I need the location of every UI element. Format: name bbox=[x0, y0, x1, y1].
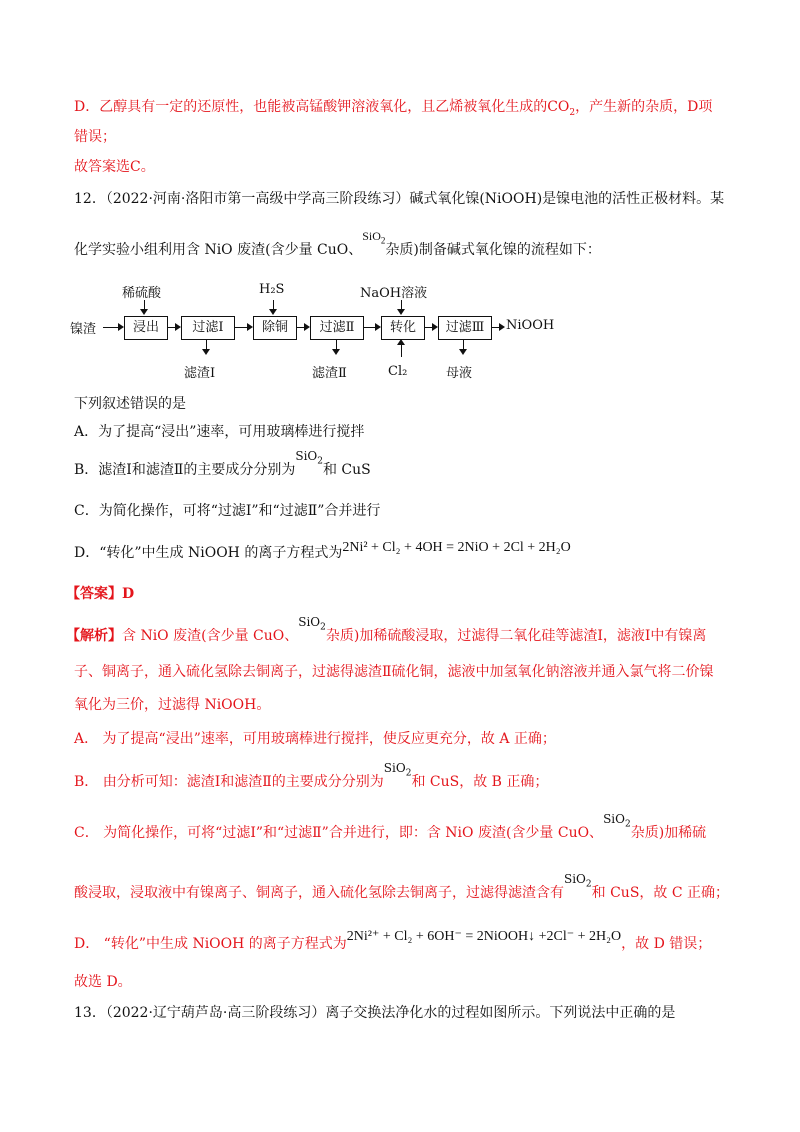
analysis-option-c-line1: C． 为简化操作，可将“过滤Ⅰ”和“过滤Ⅱ”合并进行，即：含 NiO 废渣(含少量 CuO、SiO$_2$杂质)加稀硫 bbox=[74, 812, 707, 841]
q12-option-a: A．为了提高“浸出”速率，可用玻璃棒进行搅拌 bbox=[74, 424, 365, 440]
analysis-option-c-line2: 酸浸取，浸取液中有镍离子、铜离子，通入硫化氢除去铜离子，过滤得滤渣含有SiO$_2$和 CuS，故 C 正确； bbox=[74, 872, 730, 901]
analysis-final: 故选 D。 bbox=[74, 974, 132, 990]
analysis-option-d: D． “转化”中生成 NiOOH 的离子方程式为2Ni²⁺ + Cl₂ + 6OH⁻ = 2NiOOH↓ +2Cl⁻ + 2H₂O，故 D 错误； bbox=[74, 929, 712, 952]
flow-residue1: 滤渣Ⅰ bbox=[184, 366, 216, 381]
equation-correct: 2Ni²⁺ + Cl₂ + 6OH⁻ = 2NiOOH↓ +2Cl⁻ + 2H₂O bbox=[346, 929, 622, 944]
sio2-formula: SiO$_2$ bbox=[298, 615, 326, 633]
flow-mother-liquor: 母液 bbox=[446, 366, 473, 381]
q12-option-b: B．滤渣Ⅰ和滤渣Ⅱ的主要成分分别为SiO$_2$和 CuS bbox=[74, 449, 371, 478]
equation-option-d: 2Ni² + Cl₂ + 4OH = 2NiO + 2Cl + 2H₂O bbox=[342, 540, 571, 555]
flow-step-filter1: 过滤Ⅰ bbox=[181, 316, 235, 340]
sio2-formula: SiO$_2$ bbox=[295, 449, 323, 467]
flow-step-filter3: 过滤Ⅲ bbox=[438, 316, 492, 340]
q12-stem-line1: 12．（2022·河南·洛阳市第一高级中学高三阶段练习）碱式氧化镍(NiOOH)是镍电池的活性正极材料。某 bbox=[74, 191, 725, 207]
sio2-formula: SiO$_2$ bbox=[603, 812, 631, 830]
analysis-line1: 【解析】含 NiO 废渣(含少量 CuO、SiO$_2$杂质)加稀硫酸浸取，过滤得二氧化硅等滤渣Ⅰ，滤液Ⅰ中有镍离 bbox=[66, 615, 707, 644]
flow-output: NiOOH bbox=[506, 318, 555, 333]
flow-reagent-h2s: H₂S bbox=[259, 282, 285, 297]
answer-label: 【答案】D bbox=[66, 586, 135, 602]
analysis-line2: 子、铜离子，通入硫化氢除去铜离子，过滤得滤渣Ⅱ硫化铜，滤液中加氢氧化钠溶液并通入氯气将二价镍 bbox=[74, 664, 714, 680]
sio2-formula: SiO$_2$ bbox=[564, 872, 592, 890]
flow-step-copper-removal: 除铜 bbox=[253, 316, 297, 340]
flow-step-filter2: 过滤Ⅱ bbox=[310, 316, 364, 340]
flow-step-leach: 浸出 bbox=[124, 316, 168, 340]
flow-input: 镍渣 bbox=[70, 322, 97, 337]
prev-option-d-line2: 错误； bbox=[74, 129, 116, 145]
flow-reagent-sulfuric-acid: 稀硫酸 bbox=[122, 286, 162, 301]
flow-step-conversion: 转化 bbox=[381, 316, 425, 340]
prev-option-d-line1: D．乙醇具有一定的还原性，也能被高锰酸钾溶液氧化，且乙烯被氧化生成的$CO_2$，产生新的杂质，D项 bbox=[74, 99, 713, 118]
q12-option-c: C．为简化操作，可将“过滤Ⅰ”和“过滤Ⅱ”合并进行 bbox=[74, 503, 381, 519]
q12-prompt: 下列叙述错误的是 bbox=[74, 396, 186, 412]
analysis-line3: 氧化为三价，过滤得 NiOOH。 bbox=[74, 697, 271, 713]
prev-conclusion: 故答案选C。 bbox=[74, 159, 155, 175]
q12-stem-line2: 化学实验小组利用含 NiO 废渣(含少量 CuO、SiO$_2$杂质)制备碱式氧化镍的流程如下： bbox=[74, 229, 601, 258]
analysis-option-a: A． 为了提高“浸出”速率，可用玻璃棒进行搅拌，使反应更充分，故 A 正确； bbox=[74, 731, 556, 747]
flow-reagent-cl2: Cl₂ bbox=[388, 364, 408, 379]
q12-option-d: D．“转化”中生成 NiOOH 的离子方程式为2Ni² + Cl₂ + 4OH = 2NiO + 2Cl + 2H₂O bbox=[74, 540, 571, 561]
q13-stem: 13．（2022·辽宁葫芦岛·高三阶段练习）离子交换法净化水的过程如图所示。下列说法中正确的是 bbox=[74, 1005, 676, 1021]
flow-residue2: 滤渣Ⅱ bbox=[312, 366, 347, 381]
sio2-formula: SiO$_2$ bbox=[383, 761, 412, 779]
analysis-option-b: B． 由分析可知：滤渣Ⅰ和滤渣Ⅱ的主要成分分别为SiO$_2$和 CuS，故 B 正确； bbox=[74, 761, 549, 790]
flow-reagent-naoh: NaOH溶液 bbox=[360, 286, 428, 301]
sio2-formula: SiO$_2$ bbox=[362, 229, 386, 246]
